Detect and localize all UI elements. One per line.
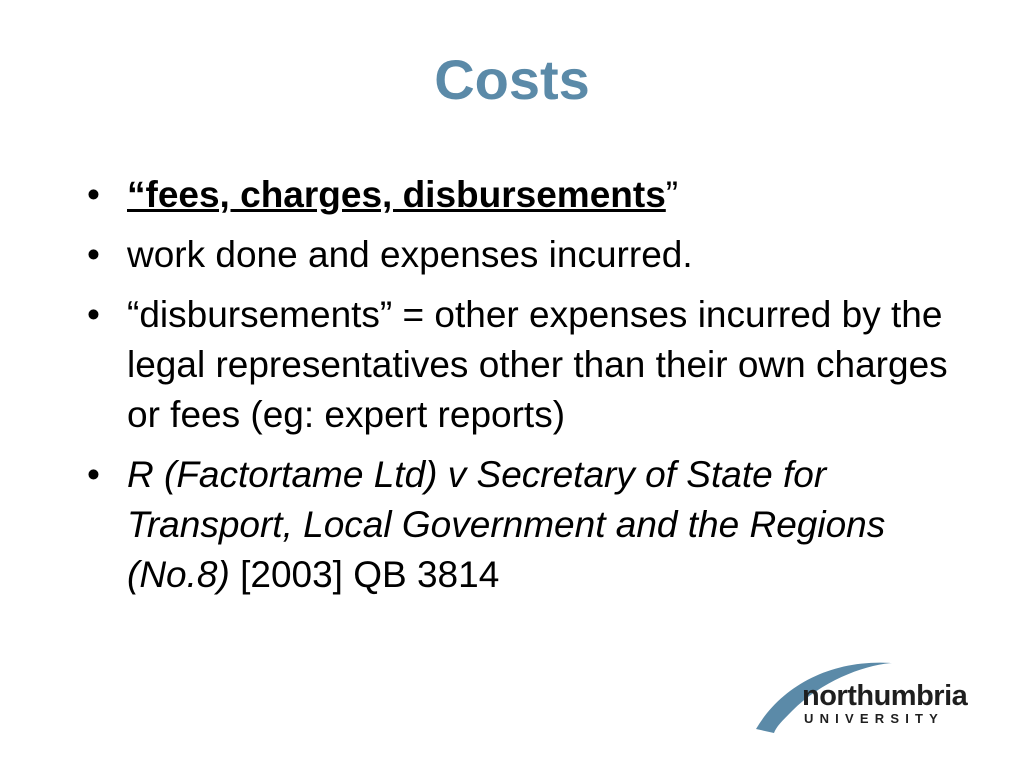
bullet-list	[85, 170, 965, 610]
bullet-marker: •	[87, 294, 100, 335]
bullet-text: work done and expenses incurred.	[127, 234, 693, 275]
bullet-item	[85, 290, 965, 440]
bullet-item	[85, 450, 965, 600]
bullet-item: • “fees, charges, disbursements”	[85, 170, 965, 220]
bullet-marker: •	[87, 234, 100, 275]
case-citation: [2003] QB 3814	[229, 554, 500, 595]
university-logo	[752, 655, 967, 735]
bullet-marker: •	[87, 174, 100, 215]
bullet-item	[85, 230, 965, 280]
bullet-marker: •	[87, 454, 100, 495]
logo-subtitle: UNIVERSITY	[804, 711, 945, 726]
case-name: R (Factortame Ltd) v Secretary of State for Transport, Local Government and the Regions (No.8)	[127, 454, 886, 595]
bullet-text: “disbursements” = other expenses incurred by the legal representatives other than their own charges or fees (eg: expert reports)	[127, 294, 948, 435]
quoted-term: “fees, charges, disbursements	[127, 174, 666, 215]
logo-wordmark: northumbria	[802, 680, 968, 712]
slide-title: Costs	[434, 48, 590, 111]
